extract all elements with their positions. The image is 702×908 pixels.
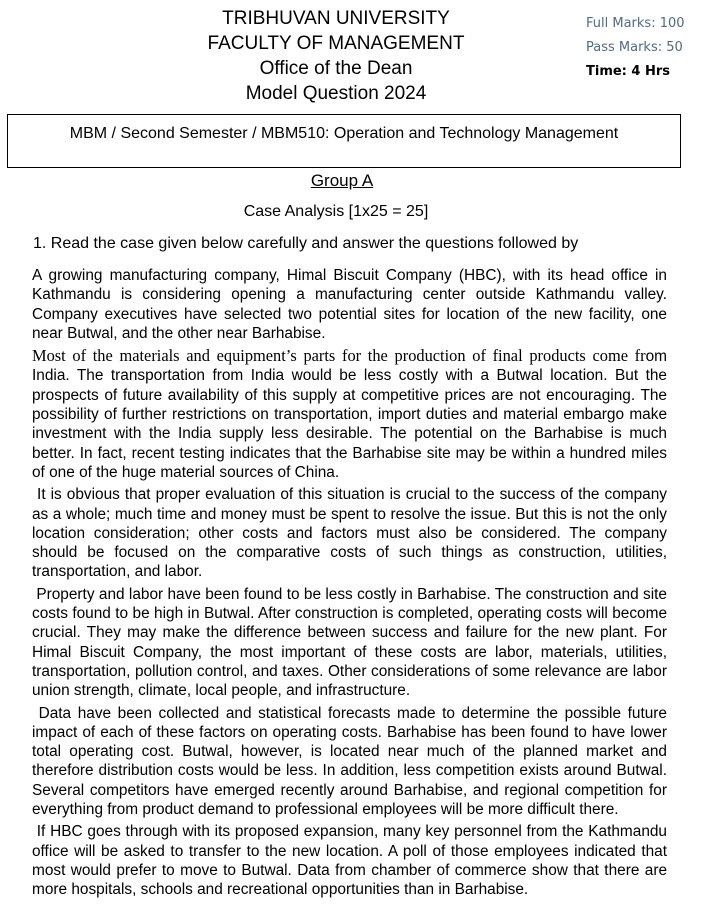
case-text — [32, 266, 667, 903]
paragraph-5 — [32, 704, 667, 820]
paragraph-1: A growing manufacturing company, Himal Biscuit Company (HBC), with its head office in Kathmandu is considering opening a manufacturing center outside Kathmandu valley. Company executives have selected two potential sites for location of the new facility, one near Butwal, and the other near Barhabise. — [32, 267, 667, 342]
marks-panel — [586, 12, 685, 84]
paragraph-6-text: If HBC goes through with its proposed expansion, many key personnel from the Kathmandu office will be asked to transfer to the new location. A poll of those employees indicated that most would prefer to move to Butwal. Data from chamber of commerce show that there are more hospitals, schools and recreational opportunities than in Barhabise. — [32, 823, 667, 899]
paragraph-5-text: Data have been collected and statistical forecasts made to determine the possible future impact of each of these factors on operating costs. Barhabise has been found to have lower total operating cost. Butwal, however, is located near much of the planned market and therefore distribution costs would be less. In addition, less competition exists around Butwal. Several competitors have emerged recently around Barhabise, and regional competition for everything from product demand to professional employees will be more difficult there. — [32, 704, 667, 819]
pass-marks: Pass Marks: 50 — [586, 40, 683, 55]
question-1: 1. Read the case given below carefully and answer the questions followed by — [33, 235, 579, 252]
exam-title: Model Question 2024 — [245, 83, 427, 104]
paragraph-2-rest: om India. The transportation from India would be less costly with a Butwal location. But the prospects of future availability of this supply at competitive prices are not encouraging. The possibility of further restrictions on transportation, import duties and material embargo make investment with the India supply less desirable. The potential on the Barhabise is much better. In fact, recent testing indicates that the Barhabise site may be within a hundred miles of one of the huge material sources of China. — [32, 348, 667, 481]
course-title: MBM / Second Semester / MBM510: Operation and Technology Management — [69, 125, 619, 142]
full-marks: Full Marks: 100 — [586, 16, 685, 31]
paragraph-3 — [32, 485, 667, 581]
case-analysis-label: Case Analysis [1x25 = 25] — [243, 203, 429, 220]
paragraph-2 — [32, 346, 667, 482]
group-heading: Group A — [310, 171, 374, 190]
faculty-name: FACULTY OF MANAGEMENT — [207, 33, 465, 54]
office-name: Office of the Dean — [259, 58, 413, 79]
paragraph-3-text: It is obvious that proper evaluation of this situation is crucial to the success of the company as a whole; much time and money must be spent to resolve the issue. But this is not the only location consideration; other costs and factors must also be considered. The company should be focused on the comparative costs of such things as construction, utilities, transportation, and labor. — [32, 486, 667, 581]
paragraph-6 — [32, 822, 667, 899]
time-allowed: Time: 4 Hrs — [586, 64, 671, 79]
university-name: TRIBHUVAN UNIVERSITY — [222, 8, 450, 29]
paragraph-2-serif: Most of the materials and equipment’s parts for the production of final products come fr — [32, 346, 646, 366]
paragraph-4-text: Property and labor have been found to be less costly in Barhabise. The construction and site costs found to be high in Butwal. After construction is completed, operating costs will become crucial. They may make the difference between success and failure for the new plant. For Himal Biscuit Company, the most important of these costs are labor, materials, utilities, transportation, pollution control, and taxes. Other considerations of some relevance are labor union strength, climate, local people, and infrastructure. — [32, 585, 667, 700]
paragraph-4 — [32, 585, 667, 701]
exam-header — [0, 6, 672, 106]
course-box — [7, 114, 681, 168]
